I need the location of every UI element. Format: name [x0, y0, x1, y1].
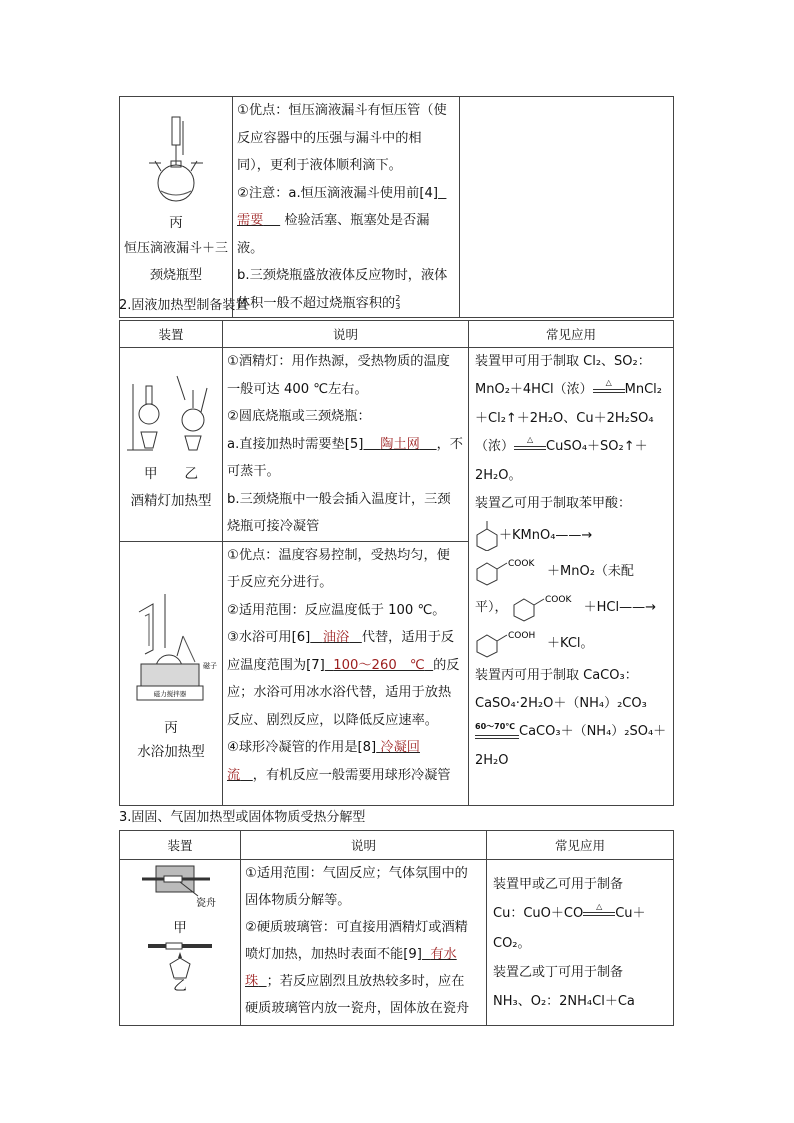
section-2-title: 2.固液加热型制备装置 — [119, 298, 249, 313]
device-cell-tube — [120, 860, 241, 1026]
device-cell — [120, 97, 233, 318]
potassium-benzoate-ring-icon — [475, 557, 547, 587]
tube-furnace-illustration — [140, 862, 220, 918]
answer-9b: 珠 — [245, 974, 259, 989]
magnet-label: 磁子 — [203, 661, 217, 670]
answer-7: 100～260 ℃ — [333, 657, 425, 673]
alcohol-lamp-apparatus-illustration — [123, 370, 219, 458]
section-3-title: 3.固固、气固加热型或固体物质受热分解型 — [119, 810, 366, 825]
application-cell-3: 装置甲或乙可用于制备 Cu：CuO＋CO △ Cu＋ CO₂。 装置乙或丁可用于制备 NH₃、O₂：2NH₄Cl＋Ca — [487, 860, 674, 1026]
header-description-3: 说明 — [241, 831, 487, 860]
description-cell-tube: ①适用范围：气固反应；气体氛围中的 固体物质分解等。 ②硬质玻璃管：可直接用酒精灯或酒精 喷灯加热，加热时表面不能[9] 有水 珠 ；若反应剧烈且放热较多时，应在 硬质玻璃管内放一瓷舟，固体放在瓷舟 — [241, 860, 487, 1026]
stirrer-label: 磁力搅拌器 — [153, 689, 187, 698]
cook-label: COOK — [508, 558, 535, 569]
answer-9a: 有水 — [430, 947, 457, 962]
device-labels: 甲 乙 — [144, 466, 198, 482]
description-cell: ①优点：恒压滴液漏斗有恒压管（使 反应容器中的压强与漏斗中的相 同），更利于液体顺利滴下。 ②注意：a.恒压滴液漏斗使用前[4] 需要 检验活塞、瓶塞处是否漏液。 b.三颈烧瓶盛放液体反应物时，液体 体积一般不超过烧瓶容积的2 3 — [233, 97, 460, 318]
answer-5: 陶土网 — [380, 436, 420, 452]
answer-8a: 冷凝回 — [380, 740, 420, 755]
header-device: 装置 — [120, 321, 223, 348]
device-label: 丙 — [169, 215, 183, 231]
boat-label: 瓷舟 — [196, 898, 216, 909]
header-application-3: 常见应用 — [487, 831, 674, 860]
header-description: 说明 — [223, 321, 469, 348]
device-name-water-bath: 水浴加热型 — [137, 743, 205, 760]
reaction-condition: 60～70℃ — [475, 722, 515, 731]
device-name: 恒压滴液漏斗＋三颈烧瓶型 — [123, 241, 228, 283]
answer-8b: 流 — [227, 767, 241, 783]
water-bath-apparatus-illustration — [123, 592, 219, 722]
apparatus-table-3 — [119, 830, 674, 1026]
device-label-jia: 甲 — [173, 920, 187, 936]
answer-4: 需要 — [237, 213, 264, 228]
cooh-label: COOH — [508, 630, 536, 641]
device-name-alcohol-lamp: 酒精灯加热型 — [130, 493, 212, 509]
toluene-ring-icon — [475, 521, 499, 551]
dropping-funnel-flask-illustration — [141, 115, 211, 207]
apparatus-table-2 — [119, 320, 674, 806]
cook-label-2: COOK — [544, 594, 572, 605]
description-cell-alcohol-lamp: ①酒精灯：用作热源，受热物质的温度 一般可达 400 ℃左右。 ②圆底烧瓶或三颈烧瓶： a.直接加热时需要垫[5] 陶土网 ，不 可蒸干。 b.三颈烧瓶中一般会插入温度计，三颈 烧瓶可接冷凝管 — [223, 348, 469, 542]
potassium-benzoate-ring-icon-2 — [512, 593, 584, 623]
header-device-3: 装置 — [120, 831, 241, 860]
device-label-bing: 丙 — [164, 719, 178, 736]
answer-6: 油浴 — [322, 630, 350, 645]
description-cell-water-bath: ①优点：温度容易控制，受热均匀，便 于反应充分进行。 ②适用范围：反应温度低于 100 ℃。 ③水浴可用[6] 油浴 代替，适用于反 应温度范围为[7] 100～260 ℃ 的反 应；水浴可用冰水浴代替，适用于放热 反应、剧烈反应，以降低反应速率。 ④球形冷凝管的作用是[8] 冷凝回 流 ，有机反应一般需要用球形冷凝管 — [223, 541, 469, 805]
device-cell-alcohol-lamp — [120, 348, 223, 542]
device-cell-water-bath — [120, 541, 223, 805]
header-application: 常见应用 — [469, 321, 674, 348]
benzoic-acid-ring-icon — [475, 629, 547, 659]
apparatus-table-1 — [119, 96, 674, 318]
device-label-yi: 乙 — [173, 978, 187, 994]
application-cell: 装置甲可用于制取 Cl₂、SO₂： MnO₂＋4HCl（浓） △ MnCl₂ ＋Cl₂↑＋2H₂O、Cu＋2H₂SO₄ （浓） △ CuSO₄＋SO₂↑＋ 2H₂O。 装置乙可用于制取苯甲酸： ＋KMnO₄——→ COOK ＋MnO₂（未配 平）， COOK ＋HCl——→ COOH ＋KCl。 装置丙可用于制取 CaCO₃： CaSO₄·2H₂O＋（NH₄）₂CO₃ 60～70℃ CaCO₃＋（NH₄）₂SO₄＋ 2H₂O — [469, 348, 674, 806]
application-cell — [460, 97, 674, 318]
